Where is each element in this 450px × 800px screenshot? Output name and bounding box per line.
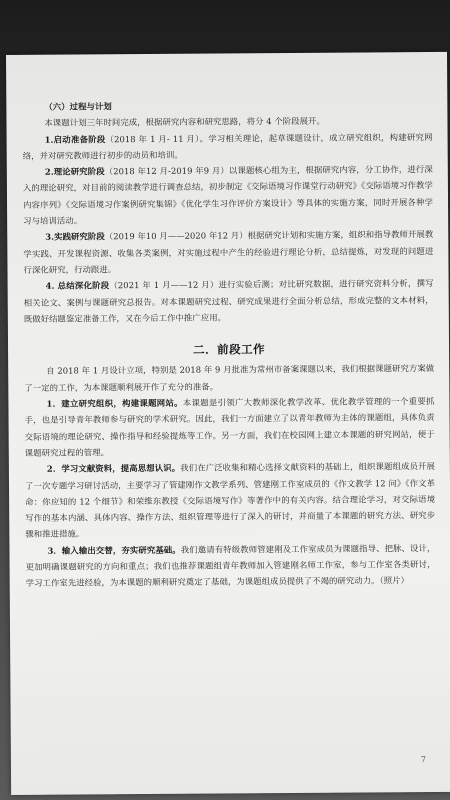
work-item-2-title: 2．学习文献资料，提高思想认识。: [46, 463, 181, 474]
work-item-1-text: 本课题是引领广大教师深化教学改革、优化教学管理的一个重要抓手，也是引导青年教师参与研究的学术研究。因此，我们一方面建立了以青年教师为主体的课题组，具体负责交际语境的理论研究、操作指导和经验提炼等工作。另一方面，我们在校园网上建立本课题的研究网站，便于课题研究过程的管理。: [24, 396, 435, 458]
work-item-3-text: 我们邀请有特级教师管建刚及工作室成员为课题指导、把脉、设计，更加明确课题研究的方向和重点；我们也推荐课题组青年教师加入管建刚名师工作室，参与工作室各类研讨，学习工作室先进经验，为本课题的顺利研究奠定了基础，为课题组成员提供了不竭的研究动力。（照片）: [25, 542, 436, 589]
page-content: [22, 96, 435, 591]
section-2-title: 二．前段工作: [193, 342, 266, 357]
stage-3-text: 根据研究计划和实施方案，组织和指导教师开展教学实践、开发课程资源、收集各类案例，对实施过程中产生的经验进行理论分析，总结提炼，对发现的问题进行深化研究，行动跟进。: [23, 229, 434, 275]
stage-2-title: 2.理论研究阶段: [44, 166, 105, 177]
work-item-1: [24, 393, 434, 461]
stage-1-title: 1.启动准备阶段: [44, 133, 106, 145]
document-page: [6, 52, 450, 795]
stage-3-period: （2019 年10 月——2020 年12 月）: [104, 230, 248, 242]
stage-1-text: 。学习相关理论，起草课题设计，成立研究组织，构建研究网络，并对研究教师进行初步的动员和培训。: [22, 131, 433, 161]
plan-intro: 本课题计划三年时间完成，根据研究内容和研究思路，将分 4 个阶段展开。: [44, 116, 325, 129]
work-item-2: [25, 458, 436, 542]
work-item-3-title: 3．输入输出交替，夯实研究基础。: [47, 544, 181, 556]
stage-2: [23, 161, 433, 229]
stage-1-period: （2018 年 1 月- 11 月）: [105, 133, 200, 144]
stage-3: [23, 226, 433, 278]
work-item-3: [25, 540, 435, 592]
stage-2-period: （2018 年12 月-2019 年9 月）: [104, 165, 229, 177]
work-item-2-text: 我们在广泛收集和精心选择文献资料的基础上，组织课题组成员开展了一次专题学习研讨活动，主要学习了管建刚作文教学系列、管建刚工作室成员的《作文教学 12 问》《作文革命：你应知的 12 个细节》和荣维东教授《交际语境写作》等著作中的有关内容。结合理论学习，对交际语境写作的基本内涵、具体内容、操作方法、组织管理等进行了深入的研讨，并商量了本课题的研究方法、研究步骤和推进措施。: [24, 461, 436, 540]
stage-1: [23, 129, 433, 164]
stage-3-title: 3.实践研究阶段: [45, 231, 105, 243]
plan-heading: （六）过程与计划: [44, 101, 112, 112]
stage-4-period: （2021 年 1 月——12 月）: [109, 279, 219, 291]
work-item-1-title: 1．建立研究组织，构建课题网站。: [46, 397, 183, 409]
page-number: 7: [420, 755, 426, 765]
stage-4-title: 4. 总结深化阶段: [45, 280, 110, 291]
stage-4: [24, 275, 434, 327]
stage-2-text: 以课题核心组为主，根据研究内容，分工协作，进行深入的理论研究，对目前的阅读教学进行调查总结，初步制定《交际语境习作课堂行动研究》《交际语境习作教学内容序列》《交际语境习作案例研究集锦》《优化学生习作评价方案设计》等具体的实施方案，同时开展各种学习与培训活动。: [22, 164, 434, 226]
stage-4-text: 进行实验后测；对比研究数据，进行研究资料分析，撰写相关论文、案例与课题研究总报告。对本课题研究过程、研究成果进行全面分析总结，形成完整的文本材料，既做好结题鉴定准备工作，又在今后工作中推广应用。: [23, 278, 434, 324]
section-2-intro: 自 2018 年 1 月设计立项，特别是 2018 年 9 月批准为常州市备案课题以来，我们根据课题研究方案做了一定的工作，为本课题顺利展开作了充分的准备。: [24, 363, 435, 393]
